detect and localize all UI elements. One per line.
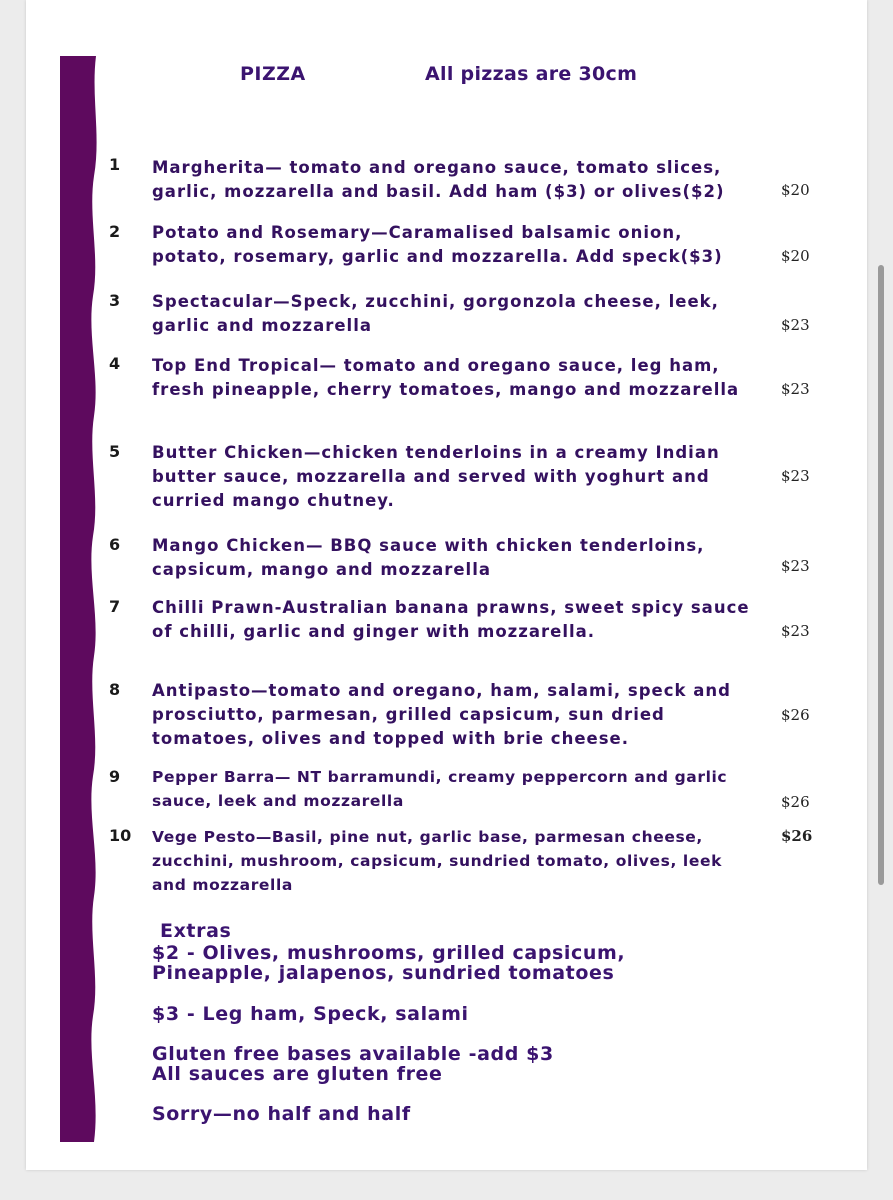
decorative-purple-bar [60,56,98,1142]
item-price: $20 [781,181,810,199]
item-description: Potato and Rosemary—Caramalised balsamic onion, potato, rosemary, garlic and mozzarella. Add speck($3) [152,223,723,266]
item-description: Spectacular—Speck, zucchini, gorgonzola cheese, leek, garlic and mozzarella [152,292,719,335]
item-description: Pepper Barra— NT barramundi, creamy peppercorn and garlic sauce, leek and mozzarella [152,768,728,810]
item-number: 4 [109,354,121,373]
menu-title: PIZZA [240,63,306,85]
item-number: 9 [109,767,121,786]
item-description: Margherita— tomato and oregano sauce, tomato slices, garlic, mozzarella and basil. Add ham ($3) or olives($2) [152,158,725,201]
item-description: Mango Chicken— BBQ sauce with chicken tenderloins, capsicum, mango and mozzarella [152,536,705,579]
item-number: 6 [109,535,121,554]
item-number: 2 [109,222,121,241]
size-note: All pizzas are 30cm [425,63,638,85]
item-price: $23 [781,467,810,485]
item-description: Chilli Prawn-Australian banana prawns, sweet spicy sauce of chilli, garlic and ginger with mozzarella. [152,598,750,641]
extras-two-dollar: $2 - Olives, mushrooms, grilled capsicum, [152,942,626,964]
gluten-free-sauces: All sauces are gluten free [152,1063,443,1085]
item-number: 3 [109,291,121,310]
item-price: $23 [781,557,810,575]
item-price: $26 [781,827,813,845]
item-price: $23 [781,316,810,334]
item-number: 5 [109,442,121,461]
extras-heading: Extras [160,920,232,942]
item-price: $26 [781,793,810,811]
item-description: Top End Tropical— tomato and oregano sauce, leg ham, fresh pineapple, cherry tomatoes, mango and mozzarella [152,356,740,399]
item-description: Antipasto—tomato and oregano, ham, salami, speck and prosciutto, parmesan, grilled capsicum, sun dried tomatoes, olives and topped with brie cheese. [152,681,731,748]
item-number: 1 [109,155,121,174]
item-description: Vege Pesto—Basil, pine nut, garlic base, parmesan cheese, zucchini, mushroom, capsicum, sundried tomato, olives, leek and mozzarella [152,828,722,894]
item-price: $23 [781,622,810,640]
item-number: 10 [109,826,132,845]
no-half-notice: Sorry—no half and half [152,1103,411,1125]
item-description: Butter Chicken—chicken tenderloins in a creamy Indian butter sauce, mozzarella and served with yoghurt and curried mango chutney. [152,443,720,510]
item-price: $26 [781,706,810,724]
item-price: $23 [781,380,810,398]
item-price: $20 [781,247,810,265]
item-number: 8 [109,680,121,699]
extras-two-dollar-cont: Pineapple, jalapenos, sundried tomatoes [152,962,615,984]
extras-three-dollar: $3 - Leg ham, Speck, salami [152,1003,469,1025]
vertical-scrollbar[interactable] [878,265,884,885]
gluten-free-bases: Gluten free bases available -add $3 [152,1043,554,1065]
item-number: 7 [109,597,121,616]
